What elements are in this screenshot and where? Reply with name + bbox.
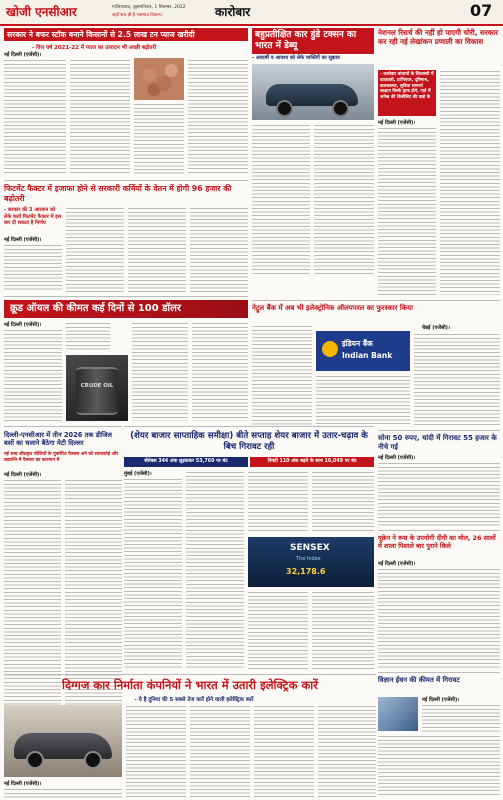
fuel-headline: विज्ञान ईंधन की कीमत में गिरावट — [378, 676, 460, 684]
article-share-market — [124, 426, 374, 671]
article-indian-bank — [252, 300, 500, 427]
bank-body-col1 — [252, 325, 312, 425]
sensex-bar: सेंसेक्स 344 अंक लुढ़ककर 53,760 पर बंद — [124, 457, 248, 467]
fuel-photo — [378, 697, 418, 731]
bank-dateline: चेन्नई (एजेंसी)। — [422, 325, 450, 331]
tucson-body-col2 — [314, 124, 374, 274]
ev-body-col5 — [318, 705, 376, 798]
crude-body-col4 — [192, 322, 248, 421]
article-electric-cars — [4, 674, 376, 799]
car-wheel-left — [276, 100, 293, 117]
sensex-sublabel: The Index — [296, 556, 321, 562]
onion-body-col1 — [4, 59, 66, 175]
bank-headline: नेट्रूल बैंक में अब भी इलेक्ट्रोनिक ऑलपपरल का फुरस्कार किया — [252, 304, 413, 312]
ev-wheel-right — [84, 751, 102, 769]
ev-subhead: - ये है दुनिया की 5 सबसे तेज कारें होने वाली इलेक्ट्रिक कारें — [134, 697, 254, 703]
article-gold — [378, 430, 500, 529]
oil-barrel-icon — [76, 367, 118, 415]
bank-name-english: Indian Bank — [342, 351, 393, 360]
ev-wheel-left — [26, 751, 44, 769]
article-onion — [4, 28, 248, 176]
research-body-col1 — [378, 127, 436, 295]
masthead — [0, 0, 503, 26]
tucson-headline: बहुप्रतीक्षित कार हुंडे टक्सन का भारत में डेब्यू — [252, 28, 374, 54]
tucson-body-col1 — [252, 124, 310, 274]
bank-body-col3 — [414, 333, 500, 425]
fitment-headline: फिटमेंट फैक्टर में इजाफा होने से सरकारी कर्मियों के वेतन में होगी 96 हजार की बढ़ोतरी — [4, 184, 232, 203]
market-body-col2 — [186, 471, 244, 670]
market-headline: (शेयर बाजार साप्ताहिक समीक्षा) बीते सप्ताह शेयर बाजार में उतार-चढ़ाव के बिच गिरावट रही — [130, 431, 368, 452]
research-headline: नेशनल रिसर्च की नहीं हो पाएगी चोरी, सरकार कर रही नई लेखांकन प्रणाली का विकास — [378, 28, 499, 46]
bank-body-col2 — [316, 375, 410, 425]
sensex-number: 32,178.6 — [286, 567, 326, 576]
gold-headline: सोना 50 रुपए, चांदी में गिरावट 55 हजार के नीचे गई — [378, 434, 497, 451]
page-number: 07 — [470, 1, 493, 20]
crude-body-col2 — [66, 322, 110, 352]
ev-body-col3 — [190, 705, 250, 798]
research-body-col2 — [440, 70, 500, 295]
fitment-body-col2 — [66, 207, 124, 292]
sensex-board-photo — [248, 537, 374, 587]
section-title: कारोबार — [215, 5, 251, 19]
tucson-car-photo — [252, 64, 374, 120]
gold-dateline: नई दिल्ली (एजेंसी)। — [378, 455, 416, 461]
article-fuel — [378, 672, 500, 797]
crude-body-col1 — [4, 329, 62, 421]
article-tucson — [252, 28, 374, 296]
ev-body-col2 — [126, 705, 186, 798]
onion-body-col2 — [70, 59, 130, 175]
ukraine-body — [378, 568, 500, 670]
market-body-col3 — [248, 471, 308, 533]
crude-oil-photo — [66, 355, 128, 421]
nifty-bar: निफ्टी 110 अंक बढ़ने के साथ 16,049 पर बंद — [250, 457, 374, 467]
market-body-col5 — [248, 591, 308, 670]
gold-body — [378, 462, 500, 528]
fitment-dateline: नई दिल्ली (एजेंसी)। — [4, 237, 42, 243]
article-crude — [4, 296, 248, 423]
market-body-col6 — [312, 591, 374, 670]
diesel-headline: दिल्ली-एनसीआर में तीन 2026 तक डीजिल बसों का चलाने बैठेगा मेटी दिल्लर — [4, 431, 113, 448]
bank-name-hindi: इंडियन बैंक — [342, 339, 373, 348]
newspaper-logo: खोजी एनसीआर — [6, 5, 77, 19]
ev-body-col4 — [254, 705, 314, 798]
ukraine-dateline: नई दिल्ली (एजेंसी)। — [378, 561, 416, 567]
onion-dateline: नई दिल्ली (एजेंसी)। — [4, 52, 42, 58]
fitment-body-col1 — [4, 244, 62, 292]
car-wheel-right — [332, 100, 349, 117]
article-ukraine — [378, 530, 500, 671]
onion-subhead: - वित्त वर्ष 2021-22 में प्याज का उत्पादन भी अच्छी बढ़ोतरी — [32, 45, 157, 51]
onion-body-col3 — [134, 103, 184, 175]
fuel-dateline: नई दिल्ली (एजेंसी)। — [422, 697, 460, 703]
fitment-body-col4 — [190, 207, 248, 292]
crude-body-col3 — [132, 322, 188, 421]
diesel-subhead: नई शब्द शीघ्रकृत चीजियों के युक्तेरित फैसला अने को सत्याकोई और सक्रान्ति में फैसला का कारमान में — [4, 452, 119, 463]
ev-car-photo — [4, 705, 122, 777]
fitment-subhead: - सरकार की 3 आरवान को लेके कार्य फिटमेंट फैक्टर में इस बार दी सकता है निर्णय — [4, 207, 62, 227]
diesel-dateline: नई दिल्ली (एजेंसी)। — [4, 472, 42, 478]
ukraine-headline: यूक्रेन ने रूस के उपयोगी दीगी का मोल, 26 सालों में शाला पिशाले बार पुराने किले — [378, 534, 496, 551]
barrel-label: CRUDE OIL — [80, 383, 114, 389]
tucson-subhead: - आकर्षी व आवश्य को लेके व्यक्तिएँ का सुझाव — [252, 55, 340, 61]
crude-headline: क्रूड ऑयल की कीमत कई दिनों से 100 डॉलर — [4, 300, 248, 318]
sensex-label: SENSEX — [290, 543, 330, 553]
research-bullet: - कारोबार बांधार्थो के लिलास्थी में दातावली, प्राणिएयर, दृष्टिमान, डालकाल्या, सुविधा सामर्थ्य साक्षात विस्फे ड्राग्ड होने, गाते में अनेख की किसेलिए की वाक्षे के — [378, 70, 436, 116]
fuel-body-col1 — [422, 704, 500, 732]
market-body-col1 — [124, 478, 182, 670]
article-fitment — [4, 180, 248, 293]
onion-body-col4 — [188, 59, 248, 175]
onion-photo — [134, 58, 184, 100]
bank-logo-photo — [316, 331, 410, 371]
ev-headline: दिग्गज कार निर्माता कंपनियों ने भारत में उतारी इलेक्ट्रिक कारें — [62, 678, 318, 692]
market-dateline: मुंबई (एजेंसी)। — [124, 471, 152, 477]
tagline: जहाँ सच ही है एकमात्र विकल्प — [112, 13, 162, 18]
ev-dateline: नई दिल्ली (एजेंसी)। — [4, 781, 42, 787]
bank-emblem-icon — [322, 341, 338, 357]
onion-headline: सरकार ने बफर स्टॉक बनाने किसानों से 2.5 लाख टन प्याज खरीदी — [4, 28, 248, 41]
market-body-col4 — [312, 471, 374, 533]
fitment-body-col3 — [128, 207, 186, 292]
research-dateline: नई दिल्ली (एजेंसी)। — [378, 120, 416, 126]
crude-dateline: नई दिल्ली (एजेंसी)। — [4, 322, 42, 328]
article-accounting-system — [378, 28, 500, 296]
fuel-body-col2 — [378, 735, 500, 795]
issue-meta: गाजियाबाद, बृहस्पतिवार, 1 सितम्बर, 2022 — [112, 5, 186, 10]
ev-body-col1 — [4, 788, 122, 798]
